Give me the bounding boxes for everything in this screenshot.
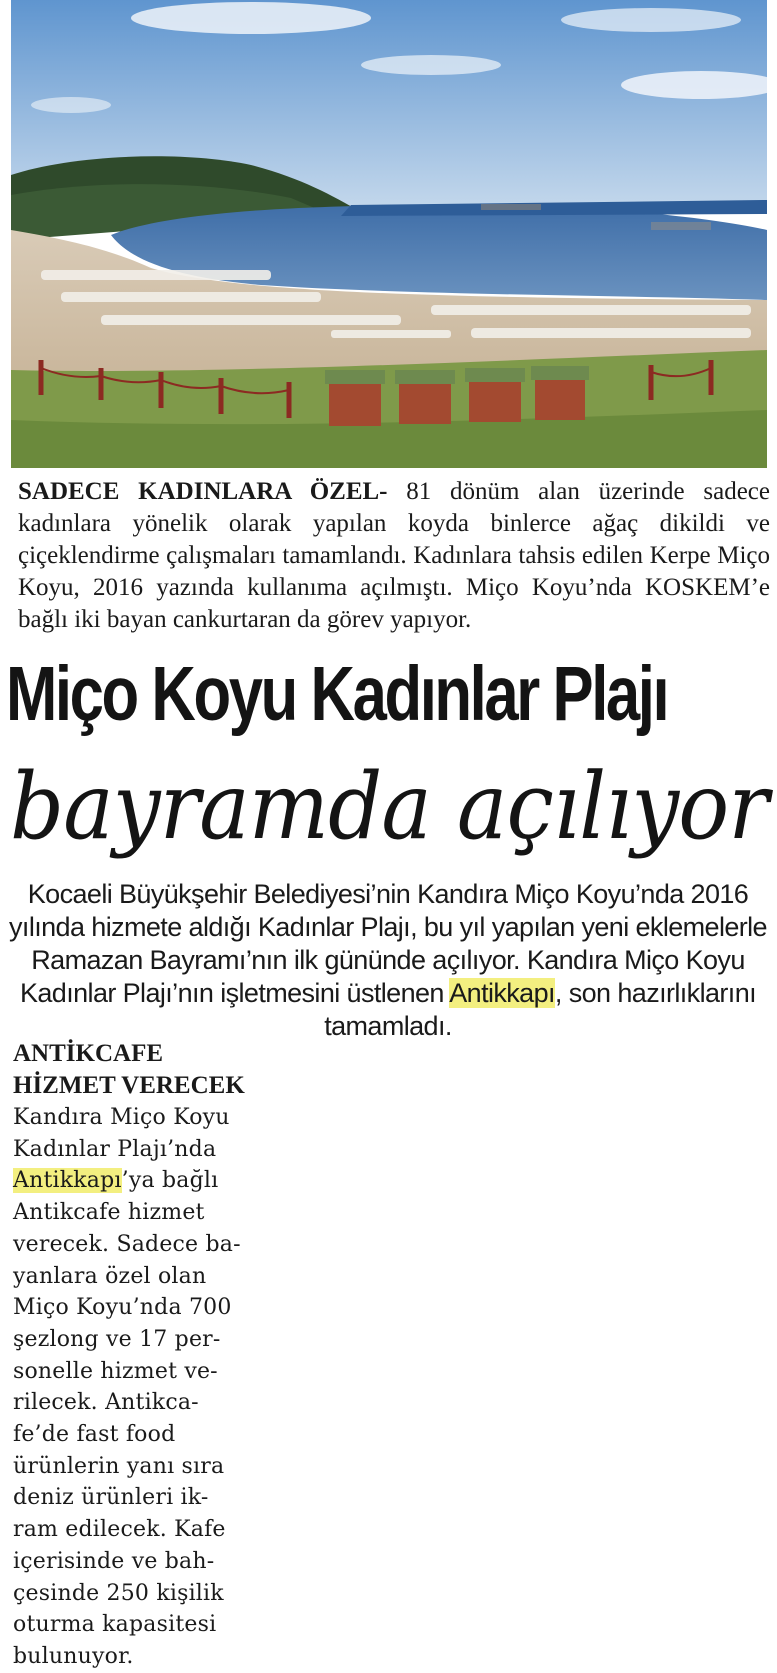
body-line: verecek. Sadece ba- xyxy=(13,1231,241,1257)
body-line: ürünlerin yanı sıra xyxy=(13,1453,225,1479)
body-line: sonelle hizmet ve- xyxy=(13,1358,218,1384)
section-heading xyxy=(13,1038,273,1102)
section-heading-line-2: HİZMET VERECEK xyxy=(13,1072,245,1099)
headline: Miço Koyu Kadınlar Plajı xyxy=(6,651,668,737)
caption-lead: SADECE KADINLARA ÖZEL- xyxy=(18,478,388,505)
beach-photo-illustration xyxy=(11,0,767,468)
body-line: yanlara özel olan xyxy=(13,1263,207,1289)
subhead: bayramda açılıyor xyxy=(10,753,768,860)
body-line: çesinde 250 kişilik xyxy=(13,1580,224,1606)
intro-text-1: Kocaeli Büyükşehir Belediyesi’nin Kandıra Miço Koyu’nda 2016 yılında hizmete aldığı Kadınlar Plajı, bu yıl yapılan yeni eklemelerle Ramazan Bayramı’nın ilk gününde açılıyor. Kandıra Miço Koyu Kadınlar Plajı’nın işletmesini üstlenen xyxy=(9,879,767,1008)
body-line: oturma kapasitesi xyxy=(13,1612,217,1638)
body-line: Kandıra Miço Koyu xyxy=(13,1105,230,1130)
body-highlight: Antikkapı xyxy=(13,1168,122,1194)
beach-photo xyxy=(11,0,767,468)
photo-caption xyxy=(18,476,770,636)
body-line-rest: ’ya bağlı xyxy=(121,1168,219,1194)
body-line: rilecek. Antikca- xyxy=(13,1390,199,1416)
body-line: Kadınlar Plajı’nda xyxy=(13,1136,217,1162)
body-line: deniz ürünleri ik- xyxy=(13,1485,209,1511)
body-line: şezlong ve 17 per- xyxy=(13,1326,221,1352)
body-line: Antikcafe hizmet xyxy=(13,1200,205,1226)
body-line: içerisinde ve bah- xyxy=(13,1548,215,1574)
intro-paragraph xyxy=(8,878,768,1043)
body-line: bulunuyor. xyxy=(13,1643,134,1669)
body-line-with-highlight xyxy=(13,1165,263,1197)
body-line: Miço Koyu’nda 700 xyxy=(13,1295,232,1321)
body-line: ram edilecek. Kafe xyxy=(13,1517,226,1543)
caption-text: 81 dönüm alan üzerinde sadece kadınlara yönelik olarak yapılan koyda binlerce ağaç dikildi ve çiçeklendirme çalışmaları tamamlandı. Kadınlara tahsis edilen Kerpe Miço Koyu, 2016 yazında kullanıma açılmıştı. Miço Koyu’nda KOSKEM’e bağlı iki bayan cankurtaran da görev yapıyor. xyxy=(18,478,770,633)
intro-highlight: Antikkapı xyxy=(449,978,555,1008)
section-heading-line-1: ANTİKCAFE xyxy=(13,1040,164,1067)
section-body xyxy=(13,1102,263,1673)
body-line: fe’de fast food xyxy=(13,1422,176,1448)
intro-text-2: , son hazırlıklarını tamamladı. xyxy=(324,978,757,1041)
